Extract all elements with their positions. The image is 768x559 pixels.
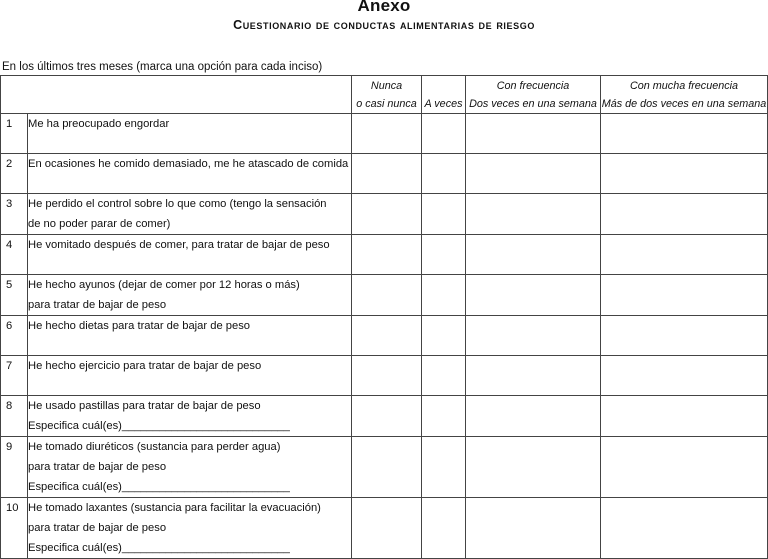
instruction-text: En los últimos tres meses (marca una opción para cada inciso) <box>2 61 323 73</box>
answer-nunca-cell[interactable] <box>352 275 422 316</box>
item-question <box>28 356 352 396</box>
answer-nunca-cell[interactable] <box>352 316 422 356</box>
table-row <box>1 114 768 154</box>
answer-nunca-cell[interactable] <box>352 114 422 154</box>
answer-a-veces-cell[interactable] <box>422 316 466 356</box>
item-question-line: para tratar de bajar de peso <box>28 461 167 473</box>
answer-con-mucha-frecuencia-cell[interactable] <box>601 114 768 154</box>
item-number <box>1 396 28 437</box>
answer-con-mucha-frecuencia-cell[interactable] <box>601 437 768 498</box>
item-question-line: He tomado laxantes (sustancia para facilitar la evacuación) <box>28 502 321 514</box>
item-number-label: 2 <box>6 158 13 170</box>
answer-a-veces-cell[interactable] <box>422 396 466 437</box>
answer-a-veces-cell[interactable] <box>422 194 466 235</box>
item-question-line: He tomado diuréticos (sustancia para perder agua) <box>28 441 281 453</box>
table-row <box>1 356 768 396</box>
column-header-line1: Nunca <box>370 80 403 92</box>
column-header-line2: Dos veces en una semana <box>469 98 597 110</box>
item-question <box>28 114 352 154</box>
item-number-label: 4 <box>6 239 13 251</box>
item-question <box>28 275 352 316</box>
item-question-line: Especifica cuál(es)___________________________ <box>28 420 290 432</box>
answer-con-mucha-frecuencia-cell[interactable] <box>601 275 768 316</box>
item-question <box>28 194 352 235</box>
column-header-line2: A veces <box>424 98 463 110</box>
item-question-line: He hecho dietas para tratar de bajar de peso <box>28 320 251 332</box>
table-row <box>1 154 768 194</box>
answer-con-frecuencia-cell[interactable] <box>466 316 601 356</box>
column-header-a-veces <box>422 76 466 114</box>
item-question <box>28 437 352 498</box>
column-header-line2: Más de dos veces en una semana <box>601 98 767 110</box>
item-question-line: He hecho ayunos (dejar de comer por 12 horas o más) <box>28 279 300 291</box>
answer-a-veces-cell[interactable] <box>422 275 466 316</box>
item-question-line: He vomitado después de comer, para tratar de bajar de peso <box>28 239 330 251</box>
answer-nunca-cell[interactable] <box>352 396 422 437</box>
item-question <box>28 154 352 194</box>
answer-con-frecuencia-cell[interactable] <box>466 154 601 194</box>
item-question-line: para tratar de bajar de peso <box>28 299 167 311</box>
item-number-label: 1 <box>6 118 13 130</box>
table-row <box>1 235 768 275</box>
header-blank <box>1 76 352 114</box>
answer-con-frecuencia-cell[interactable] <box>466 194 601 235</box>
item-number-label: 6 <box>6 320 13 332</box>
page-title: Anexo <box>357 0 411 15</box>
item-question-line: para tratar de bajar de peso <box>28 522 167 534</box>
item-number <box>1 356 28 396</box>
answer-con-frecuencia-cell[interactable] <box>466 396 601 437</box>
answer-con-frecuencia-cell[interactable] <box>466 498 601 559</box>
column-header-line1 <box>422 77 465 95</box>
item-question <box>28 316 352 356</box>
answer-nunca-cell[interactable] <box>352 235 422 275</box>
item-number <box>1 275 28 316</box>
answer-con-mucha-frecuencia-cell[interactable] <box>601 396 768 437</box>
answer-con-frecuencia-cell[interactable] <box>466 114 601 154</box>
answer-con-frecuencia-cell[interactable] <box>466 356 601 396</box>
item-question-line: He hecho ejercicio para tratar de bajar de peso <box>28 360 262 372</box>
table-row <box>1 498 768 559</box>
table-row <box>1 194 768 235</box>
item-number <box>1 235 28 275</box>
item-number-label: 7 <box>6 360 13 372</box>
answer-con-mucha-frecuencia-cell[interactable] <box>601 194 768 235</box>
column-header-con-frecuencia <box>466 76 601 114</box>
questionnaire-subtitle: Cuestionario de conductas alimentarias de riesgo <box>233 18 535 32</box>
column-header-con-mucha-frecuencia <box>601 76 768 114</box>
item-question <box>28 235 352 275</box>
answer-con-frecuencia-cell[interactable] <box>466 437 601 498</box>
item-question-line: Especifica cuál(es)___________________________ <box>28 542 290 554</box>
answer-a-veces-cell[interactable] <box>422 235 466 275</box>
answer-nunca-cell[interactable] <box>352 356 422 396</box>
table-row <box>1 396 768 437</box>
item-number-label: 10 <box>6 502 19 514</box>
item-question-line: Especifica cuál(es)___________________________ <box>28 481 290 493</box>
answer-a-veces-cell[interactable] <box>422 498 466 559</box>
answer-nunca-cell[interactable] <box>352 437 422 498</box>
answer-a-veces-cell[interactable] <box>422 154 466 194</box>
item-number-label: 8 <box>6 400 13 412</box>
item-number-label: 5 <box>6 279 13 291</box>
table-row <box>1 437 768 498</box>
item-question <box>28 396 352 437</box>
item-question <box>28 498 352 559</box>
answer-a-veces-cell[interactable] <box>422 356 466 396</box>
item-number <box>1 316 28 356</box>
header-row <box>1 76 768 114</box>
item-number <box>1 498 28 559</box>
answer-con-mucha-frecuencia-cell[interactable] <box>601 316 768 356</box>
item-question-line: En ocasiones he comido demasiado, me he atascado de comida <box>28 158 349 170</box>
item-question-line: He perdido el control sobre lo que como (tengo la sensación <box>28 198 327 210</box>
answer-nunca-cell[interactable] <box>352 154 422 194</box>
answer-a-veces-cell[interactable] <box>422 114 466 154</box>
item-number <box>1 114 28 154</box>
item-number <box>1 194 28 235</box>
column-header-nunca <box>352 76 422 114</box>
column-header-line2: o casi nunca <box>356 98 417 110</box>
column-header-line1: Con frecuencia <box>496 80 570 92</box>
answer-nunca-cell[interactable] <box>352 498 422 559</box>
table-row <box>1 275 768 316</box>
column-header-line1: Con mucha frecuencia <box>629 80 739 92</box>
answer-a-veces-cell[interactable] <box>422 437 466 498</box>
item-question-line: Me ha preocupado engordar <box>28 118 170 130</box>
item-number-label: 3 <box>6 198 13 210</box>
item-number-label: 9 <box>6 441 13 453</box>
item-question-line: de no poder parar de comer) <box>28 218 171 230</box>
questionnaire-table <box>0 75 768 559</box>
answer-con-mucha-frecuencia-cell[interactable] <box>601 235 768 275</box>
item-question-line: He usado pastillas para tratar de bajar de peso <box>28 400 261 412</box>
answer-con-mucha-frecuencia-cell[interactable] <box>601 498 768 559</box>
table-row <box>1 316 768 356</box>
answer-con-mucha-frecuencia-cell[interactable] <box>601 356 768 396</box>
item-number <box>1 154 28 194</box>
answer-con-frecuencia-cell[interactable] <box>466 275 601 316</box>
answer-con-mucha-frecuencia-cell[interactable] <box>601 154 768 194</box>
answer-nunca-cell[interactable] <box>352 194 422 235</box>
item-number <box>1 437 28 498</box>
answer-con-frecuencia-cell[interactable] <box>466 235 601 275</box>
